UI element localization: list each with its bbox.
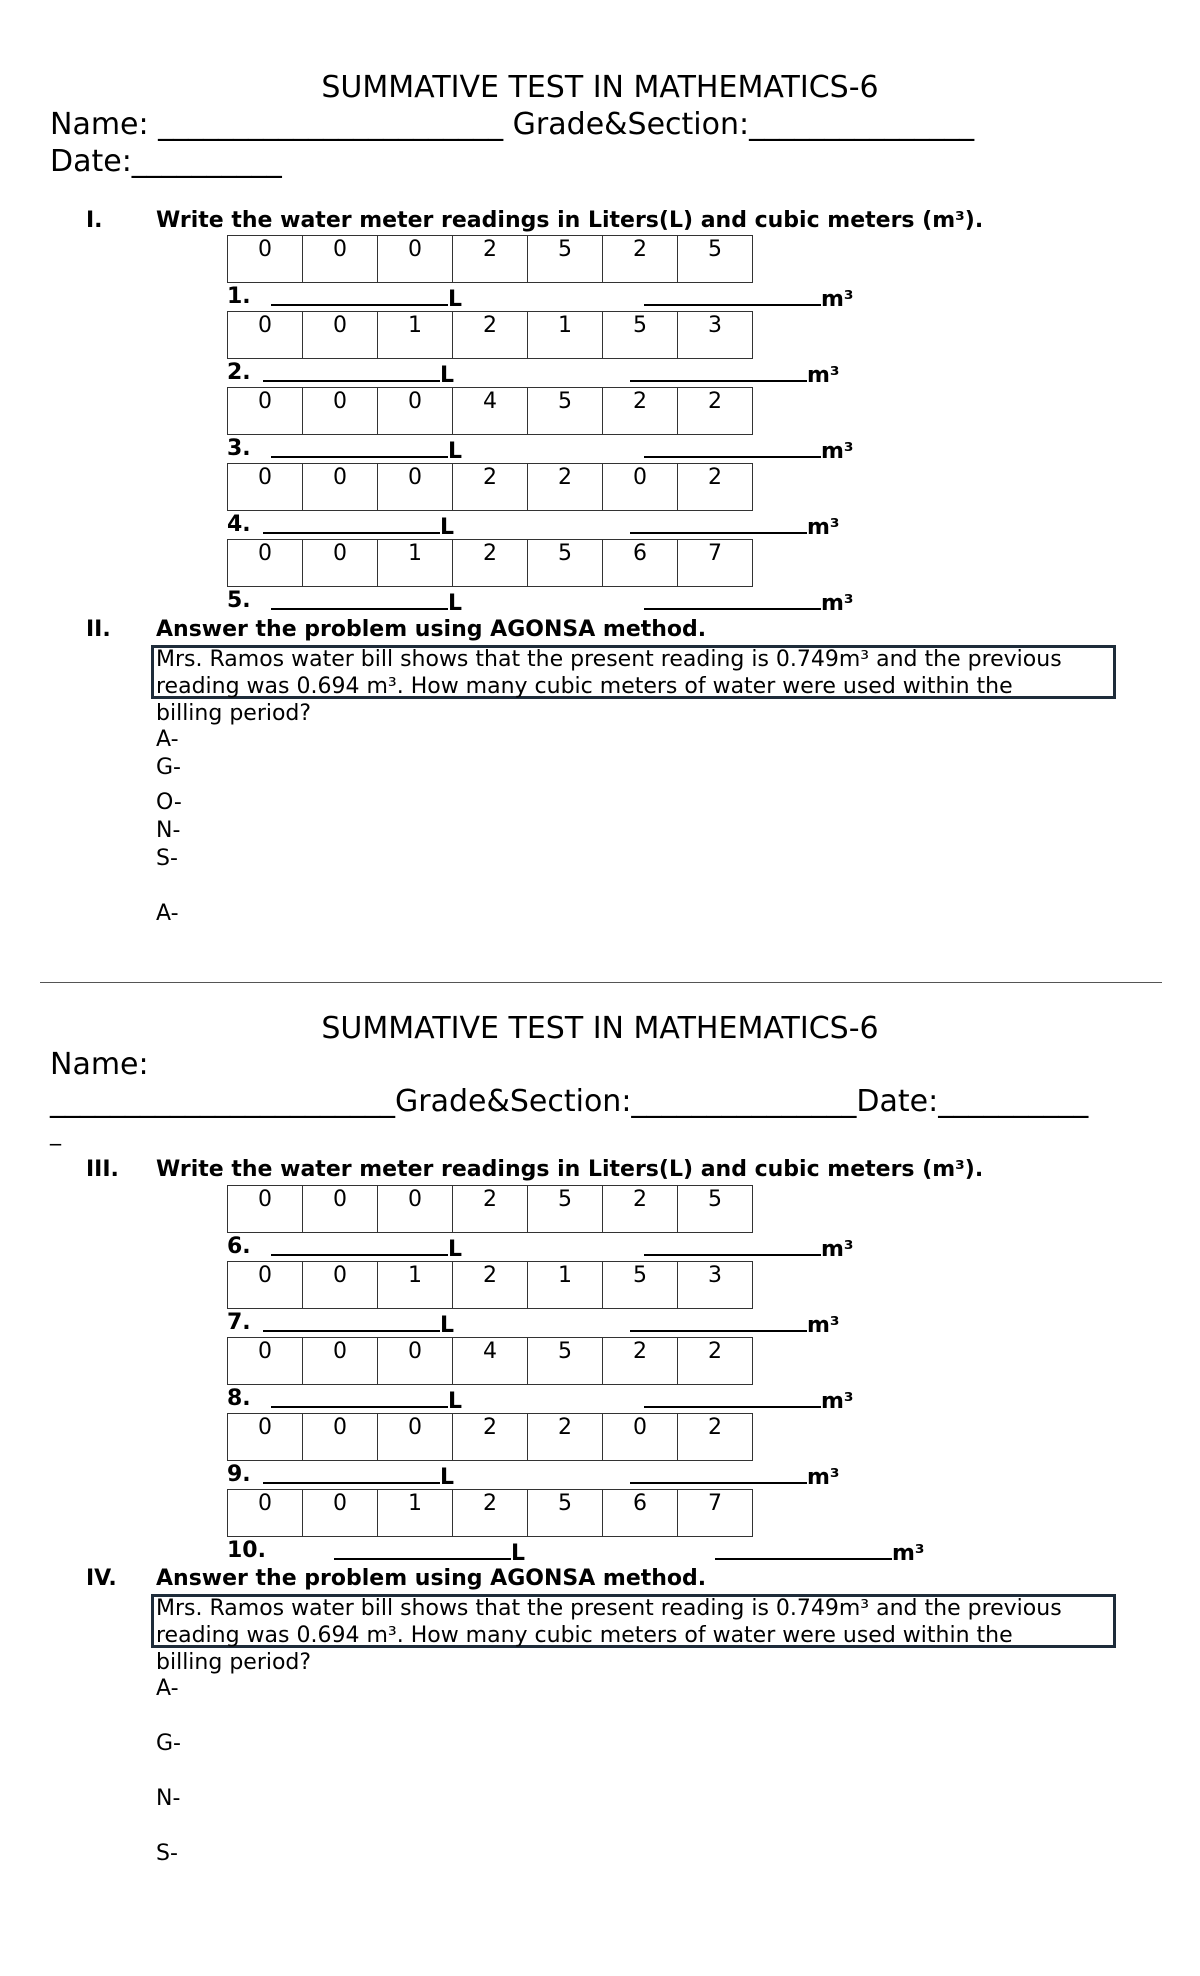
test1-name-grade-line: Name: _______________________ Grade&Section:_______________ [50,107,975,142]
liters-unit: L [448,1237,463,1262]
part2-instruction: Answer the problem using AGONSA method. [156,617,707,642]
liters-unit: L [440,515,455,540]
meter-reading-table [227,1261,753,1309]
step-n: N- [156,818,181,843]
item-number: 1. [227,284,251,309]
meter-digit: 2 [678,388,753,435]
liters-answer-blank[interactable] [271,284,462,312]
meter-digit: 0 [228,388,303,435]
cubic-meters-answer-blank[interactable] [644,1386,854,1414]
step-o: O- [156,790,182,815]
meter-digit: 0 [378,236,453,283]
meter-digit: 0 [378,1338,453,1385]
problem-line-3: billing period? [156,701,312,726]
meter-digit: 2 [678,464,753,511]
meter-digit: 0 [303,388,378,435]
cubic-meters-unit: m³ [821,287,854,312]
cubic-meters-unit: m³ [821,439,854,464]
meter-reading-table [227,311,753,359]
item-number: 3. [227,436,251,461]
meter-digit: 0 [228,540,303,587]
meter-reading-table [227,463,753,511]
liters-answer-blank[interactable] [271,588,462,616]
meter-digit: 2 [453,1262,528,1309]
meter-digit: 2 [603,1186,678,1233]
meter-digit: 0 [228,1414,303,1461]
meter-digit: 0 [303,1262,378,1309]
part4-instruction: Answer the problem using AGONSA method. [156,1566,707,1591]
meter-digit: 2 [453,540,528,587]
meter-digit: 2 [603,388,678,435]
cubic-meters-answer-blank[interactable] [644,588,854,616]
meter-digit: 1 [378,312,453,359]
meter-digit: 2 [678,1338,753,1385]
cubic-meters-unit: m³ [821,1389,854,1414]
meter-digit: 0 [378,464,453,511]
meter-reading-table [227,1185,753,1233]
meter-digit: 0 [303,1186,378,1233]
meter-digit: 2 [453,464,528,511]
meter-digit: 4 [453,1338,528,1385]
meter-digit: 5 [528,236,603,283]
liters-answer-blank[interactable] [271,1234,462,1262]
liters-unit: L [448,1389,463,1414]
meter-digit: 2 [603,1338,678,1385]
meter-reading-table [227,387,753,435]
meter-digit: 2 [453,1186,528,1233]
cubic-meters-answer-blank[interactable] [644,284,854,312]
part2-number: II. [86,617,111,642]
part3-number: III. [86,1157,119,1182]
item-number: 7. [227,1310,251,1335]
cubic-meters-answer-blank[interactable] [644,436,854,464]
cubic-meters-answer-blank[interactable] [644,1234,854,1262]
meter-digit: 5 [678,236,753,283]
liters-answer-blank[interactable] [334,1538,525,1566]
problem-line-1: Mrs. Ramos water bill shows that the present reading is 0.749m³ and the previous [156,647,1062,672]
meter-digit: 0 [228,236,303,283]
cubic-meters-unit: m³ [807,363,840,388]
meter-digit: 7 [678,1490,753,1537]
liters-answer-blank[interactable] [271,436,462,464]
meter-digit: 0 [303,1414,378,1461]
meter-digit: 0 [228,1262,303,1309]
cubic-meters-unit: m³ [807,1313,840,1338]
meter-digit: 5 [603,1262,678,1309]
meter-digit: 5 [528,540,603,587]
step-a2: A- [156,901,179,926]
item-number: 2. [227,360,251,385]
cubic-meters-unit: m³ [807,515,840,540]
meter-digit: 0 [303,464,378,511]
part4-number: IV. [86,1566,117,1591]
liters-unit: L [440,363,455,388]
problem-text [156,646,1146,727]
meter-digit: 0 [603,1414,678,1461]
meter-digit: 0 [303,540,378,587]
part1-instruction: Write the water meter readings in Liters(L) and cubic meters (m³). [156,208,984,233]
meter-digit: 5 [528,1490,603,1537]
cubic-meters-unit: m³ [807,1465,840,1490]
test1-date-line: Date:__________ [50,144,282,179]
meter-digit: 5 [528,388,603,435]
meter-digit: 0 [303,312,378,359]
meter-digit: 1 [378,540,453,587]
meter-digit: 2 [603,236,678,283]
meter-digit: 4 [453,388,528,435]
meter-digit: 5 [678,1186,753,1233]
meter-digit: 3 [678,312,753,359]
meter-digit: 5 [528,1186,603,1233]
item-number: 9. [227,1462,251,1487]
liters-answer-blank[interactable] [263,1310,454,1338]
item-number: 6. [227,1234,251,1259]
part1-number: I. [86,208,103,233]
step2-a: A- [156,1676,179,1701]
meter-digit: 2 [528,1414,603,1461]
liters-unit: L [440,1313,455,1338]
meter-digit: 0 [378,1414,453,1461]
meter-digit: 7 [678,540,753,587]
step-s: S- [156,846,178,871]
problem-text-2 [156,1595,1146,1676]
liters-answer-blank[interactable] [263,512,454,540]
problem2-line-2: reading was 0.694 m³. How many cubic meters of water were used within the [156,1623,1013,1648]
problem-line-2: reading was 0.694 m³. How many cubic meters of water were used within the [156,674,1013,699]
meter-digit: 5 [528,1338,603,1385]
cubic-meters-answer-blank[interactable] [630,1310,840,1338]
cubic-meters-unit: m³ [821,1237,854,1262]
meter-digit: 1 [378,1490,453,1537]
meter-digit: 0 [378,1186,453,1233]
liters-answer-blank[interactable] [263,1462,454,1490]
item-number: 8. [227,1386,251,1411]
item-number: 10. [227,1538,266,1563]
meter-digit: 5 [603,312,678,359]
part3-instruction: Write the water meter readings in Liters(L) and cubic meters (m³). [156,1157,984,1182]
test2-name-label: Name: [50,1047,149,1082]
meter-digit: 6 [603,1490,678,1537]
meter-digit: 0 [228,1490,303,1537]
meter-digit: 6 [603,540,678,587]
liters-answer-blank[interactable] [263,360,454,388]
meter-digit: 0 [378,388,453,435]
test2-title: SUMMATIVE TEST IN MATHEMATICS-6 [321,1011,879,1046]
meter-digit: 1 [378,1262,453,1309]
meter-reading-table [227,1337,753,1385]
step-a: A- [156,727,179,752]
liters-unit: L [448,439,463,464]
meter-digit: 0 [228,1338,303,1385]
step2-n: N- [156,1786,181,1811]
meter-digit: 2 [453,312,528,359]
meter-reading-table [227,1489,753,1537]
step-g: G- [156,755,181,780]
meter-digit: 3 [678,1262,753,1309]
meter-digit: 2 [453,236,528,283]
cubic-meters-answer-blank[interactable] [715,1538,925,1566]
problem2-line-3: billing period? [156,1650,312,1675]
cubic-meters-unit: m³ [821,591,854,616]
meter-digit: 2 [453,1490,528,1537]
meter-digit: 2 [453,1414,528,1461]
meter-reading-table [227,539,753,587]
cubic-meters-answer-blank[interactable] [630,512,840,540]
test2-name-grade-date-line: _______________________Grade&Section:_______________Date:__________ [50,1084,1089,1119]
meter-reading-table [227,1413,753,1461]
liters-answer-blank[interactable] [271,1386,462,1414]
meter-digit: 1 [528,312,603,359]
meter-digit: 0 [603,464,678,511]
meter-digit: 0 [228,312,303,359]
cubic-meters-unit: m³ [892,1541,925,1566]
cut-divider [40,982,1162,983]
step2-g: G- [156,1731,181,1756]
meter-digit: 0 [228,1186,303,1233]
meter-digit: 0 [303,1490,378,1537]
meter-digit: 0 [303,1338,378,1385]
item-number: 5. [227,588,251,613]
meter-digit: 2 [528,464,603,511]
meter-digit: 1 [528,1262,603,1309]
meter-digit: 2 [678,1414,753,1461]
liters-unit: L [448,591,463,616]
meter-digit: 0 [303,236,378,283]
liters-unit: L [448,287,463,312]
item-number: 4. [227,512,251,537]
liters-unit: L [511,1541,526,1566]
test1-title: SUMMATIVE TEST IN MATHEMATICS-6 [321,70,879,105]
meter-reading-table [227,235,753,283]
step2-s: S- [156,1841,178,1866]
cubic-meters-answer-blank[interactable] [630,1462,840,1490]
cubic-meters-answer-blank[interactable] [630,360,840,388]
meter-digit: 0 [228,464,303,511]
problem2-line-1: Mrs. Ramos water bill shows that the present reading is 0.749m³ and the previous [156,1596,1062,1621]
test2-overflow-underscore: _ [50,1121,61,1146]
liters-unit: L [440,1465,455,1490]
